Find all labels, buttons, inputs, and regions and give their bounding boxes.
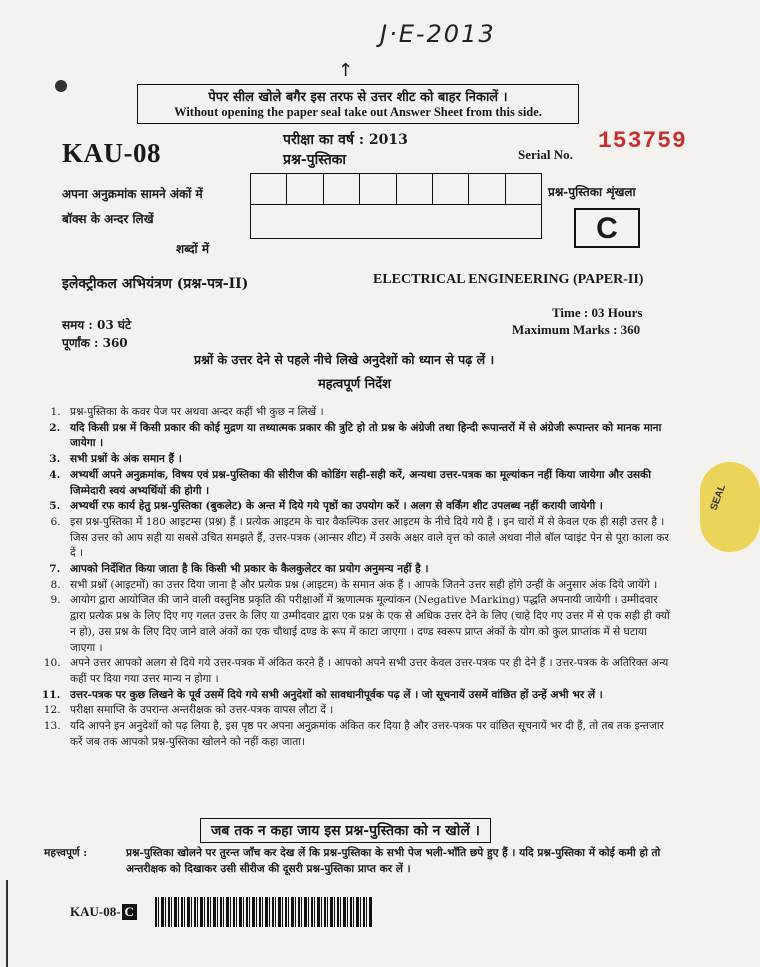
roll-instruction-line2: बॉक्स के अन्दर लिखें	[62, 212, 154, 226]
important-note	[44, 845, 674, 877]
roll-digit-boxes[interactable]	[251, 174, 541, 205]
instruction-item: 6. इस प्रश्न-पुस्तिका में 180 आइटम्स (प्रश्न) हैं । प्रत्येक आइटम के चार वैकल्पिक उत्तर आइटम के नीचे दिये गये हैं । इन चारों में से केवल एक ही सही उत्तर है । जिस उत्तर को आप सही या सबसे उचित समझते हैं, उत्तर-पत्रक (आन्सर शीट) में उसके अक्षर वाले वृत्त को काले अथवा नीले बॉल प्वाइंट पेन से पूरा काला कर दें ।	[64, 515, 672, 562]
instructions-title: महत्वपूर्ण निर्देश	[318, 377, 391, 392]
instruction-item: 2. यदि किसी प्रश्न में किसी प्रकार की कोई मुद्रण या तथ्यात्मक प्रकार की त्रुटि हो तो प्रश्न के अंग्रेजी तथा हिन्दी रूपान्तरों में से अंग्रेजी रूपान्तर को मानक माना जायेगा ।	[64, 421, 672, 452]
paper-code: KAU-08	[62, 138, 161, 168]
subject-hindi: इलेक्ट्रीकल अभियंत्रण (प्रश्न-पत्र-II)	[62, 276, 249, 292]
do-not-open-notice: जब तक न कहा जाय इस प्रश्न-पुस्तिका को न खोलें ।	[200, 818, 491, 843]
punch-hole	[55, 80, 67, 92]
important-text: प्रश्न-पुस्तिका खोलने पर तुरन्त जाँच कर देख लें कि प्रश्न-पुस्तिका के सभी पेज भली-भाँति छपे हुए हैं । यदि प्रश्न-पुस्तिका में कोई कमी हो तो अन्तरीक्षक को दिखाकर उसी सीरीज की दूसरी प्रश्न-पुस्तिका प्राप्त कर लें ।	[126, 847, 661, 875]
handwritten-note: J·E-2013	[380, 20, 496, 48]
marks-hindi: पूर्णांक : 360	[62, 336, 128, 350]
footer-series: C	[122, 904, 137, 920]
roll-digit-box[interactable]	[397, 174, 433, 204]
roll-number-grid[interactable]	[250, 173, 542, 239]
roll-digit-box[interactable]	[251, 174, 287, 204]
instruction-item: 12. परीक्षा समाप्ति के उपरान्त अन्तरीक्षक को उत्तर-पत्रक वापस लौटा दें ।	[64, 703, 672, 719]
instruction-item: 7. आपको निर्देशित किया जाता है कि किसी भी प्रकार के कैलकुलेटर का प्रयोग अनुमन्य नहीं है ।	[64, 562, 672, 578]
instruction-item: 8. सभी प्रश्नों (आइटमों) का उत्तर दिया जाना है और प्रत्येक प्रश्न (आइटम) के समान अंक हैं । आपके जितने उत्तर सही होंगे उन्हीं के अनुसार अंक दिये जायेंगे ।	[64, 578, 672, 594]
roll-digit-box[interactable]	[469, 174, 505, 204]
instruction-item: 1. प्रश्न-पुस्तिका के कवर पेज पर अथवा अन्दर कहीं भी कुछ न लिखें ।	[64, 405, 672, 421]
time-hindi: समय : 03 घंटे	[62, 318, 132, 332]
roll-digit-box[interactable]	[506, 174, 541, 204]
serial-label: Serial No.	[518, 147, 573, 162]
barcode	[155, 897, 373, 927]
read-first-notice: प्रश्नों के उत्तर देने से पहले नीचे लिखे अनुदेशों को ध्यान से पढ़ लें ।	[194, 352, 495, 367]
roll-digit-box[interactable]	[433, 174, 469, 204]
page-edge-line	[6, 880, 8, 967]
instruction-item: 3. सभी प्रश्नों के अंक समान हैं ।	[64, 452, 672, 468]
marks-english: Maximum Marks : 360	[512, 322, 641, 337]
seal-notice-hindi: पेपर सील खोले बगैर इस तरफ से उत्तर शीट को बाहर निकालें ।	[208, 90, 508, 105]
instruction-item: 9. आयोग द्वारा आयोजित की जाने वाली वस्तुनिष्ठ प्रकृति की परीक्षाओं में ऋणात्मक मूल्यांकन (Negative Marking) पद्धति अपनायी जायेगी । उम्मीदवार द्वारा प्रत्येक प्रश्न के लिए दिए गए गलत उत्तर के लिए या उम्मीदवार द्वारा एक प्रश्न के एक से अधिक उत्तर देने के लिए (चाहे दिए गए उत्तर में से एक सही ही क्यों न हो), उस प्रश्न के लिए दिए जाने वाले अंकों का एक चौथाई दण्ड के रूप में काटा जाएगा । दण्ड स्वरूप प्राप्त अंकों के योग को कुल प्राप्तांक में से घटाया जाएगा ।	[64, 593, 672, 656]
important-label: महत्त्वपूर्ण :	[44, 847, 88, 859]
seal-notice-english: Without opening the paper seal take out Answer Sheet from this side.	[174, 105, 542, 119]
seal-sticker	[700, 462, 760, 552]
instructions-list	[44, 405, 672, 750]
roll-words-box[interactable]	[251, 205, 541, 238]
roll-digit-box[interactable]	[360, 174, 396, 204]
instruction-item: 4. अभ्यर्थी अपने अनुक्रमांक, विषय एवं प्रश्न-पुस्तिका की सीरीज की कोडिंग सही-सही करें, अन्यथा उत्तर-पत्रक का मूल्यांकन नहीं किया जायेगा और उसकी जिम्मेदारी स्वयं अभ्यर्थियों की होगी ।	[64, 468, 672, 499]
booklet-label: प्रश्न-पुस्तिका	[283, 152, 347, 168]
exam-year: परीक्षा का वर्ष : 2013	[283, 132, 408, 148]
roll-digit-box[interactable]	[287, 174, 323, 204]
booklet-series-box: C	[574, 208, 640, 248]
instruction-item: 5. अभ्यर्थी रफ कार्य हेतु प्रश्न-पुस्तिका (बुकलेट) के अन्त में दिये गये पृष्ठों का उपयोग करें । अलग से वर्किंग शीट उपलब्ध नहीं करायी जायेगी ।	[64, 499, 672, 515]
arrow-up-icon: ↑	[338, 60, 354, 81]
roll-words-label: शब्दों में	[176, 242, 209, 256]
subject-english: ELECTRICAL ENGINEERING (PAPER-II)	[373, 272, 644, 287]
serial-number: 153759	[598, 128, 687, 154]
seal-sticker-text: SEAL	[708, 483, 729, 512]
roll-instruction-line1: अपना अनुक्रमांक सामने अंकों में	[62, 187, 203, 201]
footer-code	[70, 904, 137, 920]
roll-digit-box[interactable]	[324, 174, 360, 204]
instruction-item: 11. उत्तर-पत्रक पर कुछ लिखने के पूर्व उसमें दिये गये सभी अनुदेशों को सावधानीपूर्वक पढ़ लें । जो सूचनायें उसमें वांछित हों उन्हें अभी भर लें ।	[64, 688, 672, 704]
seal-notice	[137, 84, 579, 124]
footer-code-text: KAU-08-	[70, 904, 121, 919]
instruction-item: 13. यदि आपने इन अनुदेशों को पढ़ लिया है, इस पृष्ठ पर अपना अनुक्रमांक अंकित कर दिया है और उत्तर-पत्रक पर वांछित सूचनायें भर दी हैं, तो तब तक इन्तजार करें जब तक आपको प्रश्न-पुस्तिका खोलने को नहीं कहा जाता।	[64, 719, 672, 750]
instruction-item: 10. अपने उत्तर आपको अलग से दिये गये उत्तर-पत्रक में अंकित करने हैं । आपको अपने सभी उत्तर केवल उत्तर-पत्रक पर ही देने हैं । उत्तर-पत्रक के अतिरिक्त अन्य कहीं पर दिया गया उत्तर मान्य न होगा ।	[64, 656, 672, 687]
time-english: Time : 03 Hours	[552, 305, 643, 320]
booklet-series-label: प्रश्न-पुस्तिका शृंखला	[548, 185, 636, 199]
